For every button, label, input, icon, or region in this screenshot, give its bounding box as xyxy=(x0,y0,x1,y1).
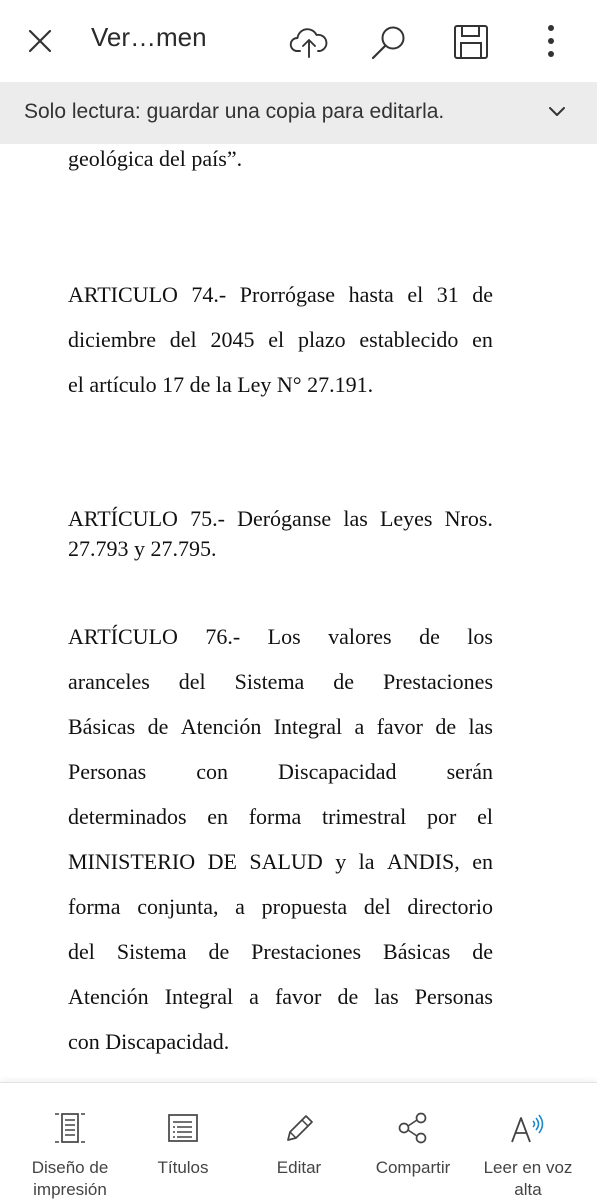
bottom-action-bar xyxy=(0,1082,597,1200)
print-layout-button[interactable]: Diseño de impresión xyxy=(10,1083,130,1200)
cloud-upload-icon[interactable] xyxy=(289,26,329,58)
article-75 xyxy=(68,504,493,564)
chevron-down-icon[interactable] xyxy=(548,106,566,118)
read-only-message: Solo lectura: guardar una copia para editarla. xyxy=(24,100,445,123)
text-line: geológica del país”. xyxy=(68,146,243,171)
text-line: Básicas de Atención Integral a favor de las xyxy=(68,714,493,739)
text-line: diciembre del 2045 el plazo establecido en xyxy=(68,327,493,352)
text-line: ARTÍCULO 76.- Los valores de los xyxy=(68,624,493,649)
text-line: ARTÍCULO 75.- Deróganse las Leyes Nros. xyxy=(68,506,493,531)
pencil-icon xyxy=(282,1111,316,1145)
text-line: 27.793 y 27.795. xyxy=(68,536,217,561)
text-line: determinados en forma trimestral por el xyxy=(68,804,493,829)
read-aloud-icon xyxy=(509,1111,547,1145)
share-icon xyxy=(396,1111,430,1145)
top-toolbar xyxy=(0,0,597,82)
fragment-paragraph xyxy=(68,144,493,181)
more-vertical-icon[interactable] xyxy=(546,24,556,58)
edit-button[interactable]: Editar xyxy=(244,1083,354,1200)
close-icon[interactable] xyxy=(28,29,52,53)
text-line: aranceles del Sistema de Prestaciones xyxy=(68,669,493,694)
text-line: ARTICULO 74.- Prorrógase hasta el 31 de xyxy=(68,282,493,307)
headings-icon xyxy=(166,1111,200,1145)
text-line: del Sistema de Prestaciones Básicas de xyxy=(68,939,493,964)
text-line: con Discapacidad. xyxy=(68,1029,230,1054)
search-icon[interactable] xyxy=(370,23,408,61)
text-line: forma conjunta, a propuesta del directorio xyxy=(68,894,493,919)
headings-button[interactable]: Títulos xyxy=(128,1083,238,1200)
share-button[interactable]: Compartir xyxy=(357,1083,469,1200)
read-aloud-button[interactable]: Leer en voz alta xyxy=(473,1083,583,1200)
text-line: MINISTERIO DE SALUD y la ANDIS, en xyxy=(68,849,493,874)
save-icon[interactable] xyxy=(453,24,489,60)
read-only-banner[interactable] xyxy=(0,82,597,144)
document-view[interactable] xyxy=(0,144,597,1082)
print-layout-icon xyxy=(53,1111,87,1145)
document-title: Ver…men xyxy=(91,22,207,52)
article-74 xyxy=(68,272,493,407)
text-line: Atención Integral a favor de las Personas xyxy=(68,984,493,1009)
text-line: Personas con Discapacidad serán xyxy=(68,759,493,784)
article-76 xyxy=(68,614,493,1064)
text-line: el artículo 17 de la Ley N° 27.191. xyxy=(68,372,374,397)
